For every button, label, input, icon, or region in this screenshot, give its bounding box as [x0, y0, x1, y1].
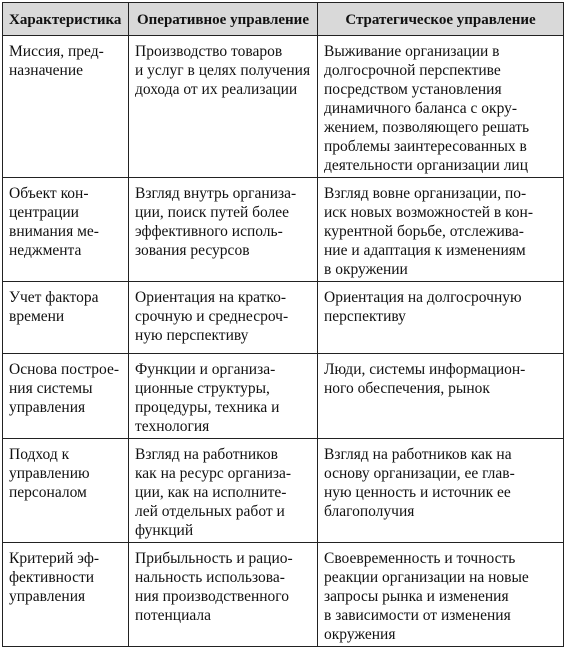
cell-operational: Прибыльность и рацио- нальность использова- ния производственного потенциала: [129, 543, 318, 647]
cell-strategic: Люди, системы информацион- ного обеспечения, рынок: [318, 354, 564, 439]
cell-operational: Ориентация на кратко- срочную и среднесроч- ную перспективу: [129, 282, 318, 354]
table-row: [3, 36, 564, 178]
table-row: [3, 354, 564, 439]
table-row: [3, 178, 564, 282]
table-row: [3, 543, 564, 647]
cell-strategic: Взгляд вовне организации, по- иск новых возможностей в кон- курентной борьбе, отслежива- ние и адаптация к изменениям в окружении: [318, 178, 564, 282]
cell-strategic: Своевременность и точность реакции организации на новые запросы рынка и изменения в зависимости от изменения окружения: [318, 543, 564, 647]
cell-strategic: Взгляд на работников как на основу организации, ее глав- ную ценность и источник ее благополучия: [318, 439, 564, 543]
cell-operational: Взгляд внутрь организа- ции, поиск путей более эффективного исполь- зования ресурсов: [129, 178, 318, 282]
header-row: [3, 3, 564, 36]
table-row: [3, 439, 564, 543]
cell-operational: Взгляд на работников как на ресурс организа- ции, как на исполните- лей отдельных работ и функций: [129, 439, 318, 543]
cell-characteristic: Подход к управлению персоналом: [3, 439, 129, 543]
table-row: [3, 282, 564, 354]
cell-characteristic: Основа построе- ния системы управления: [3, 354, 129, 439]
header-operational: Оперативное управление: [129, 3, 318, 36]
cell-characteristic: Критерий эф- фективности управления: [3, 543, 129, 647]
header-strategic: Стратегическое управление: [318, 3, 564, 36]
cell-operational: Производство товаров и услуг в целях получения дохода от их реализации: [129, 36, 318, 178]
cell-strategic: Выживание организации в долгосрочной перспективе посредством установления динамичного баланса с окру- жением, позволяющего решать проблемы заинтересованных в деятельности организации лиц: [318, 36, 564, 178]
cell-operational: Функции и организа- ционные структуры, процедуры, техника и технология: [129, 354, 318, 439]
cell-characteristic: Объект кон- центрации внимания ме- неджмента: [3, 178, 129, 282]
header-characteristic: Характеристика: [3, 3, 129, 36]
cell-strategic: Ориентация на долгосрочную перспективу: [318, 282, 564, 354]
cell-characteristic: Миссия, пред- назначение: [3, 36, 129, 178]
comparison-table: [2, 2, 564, 647]
cell-characteristic: Учет фактора времени: [3, 282, 129, 354]
